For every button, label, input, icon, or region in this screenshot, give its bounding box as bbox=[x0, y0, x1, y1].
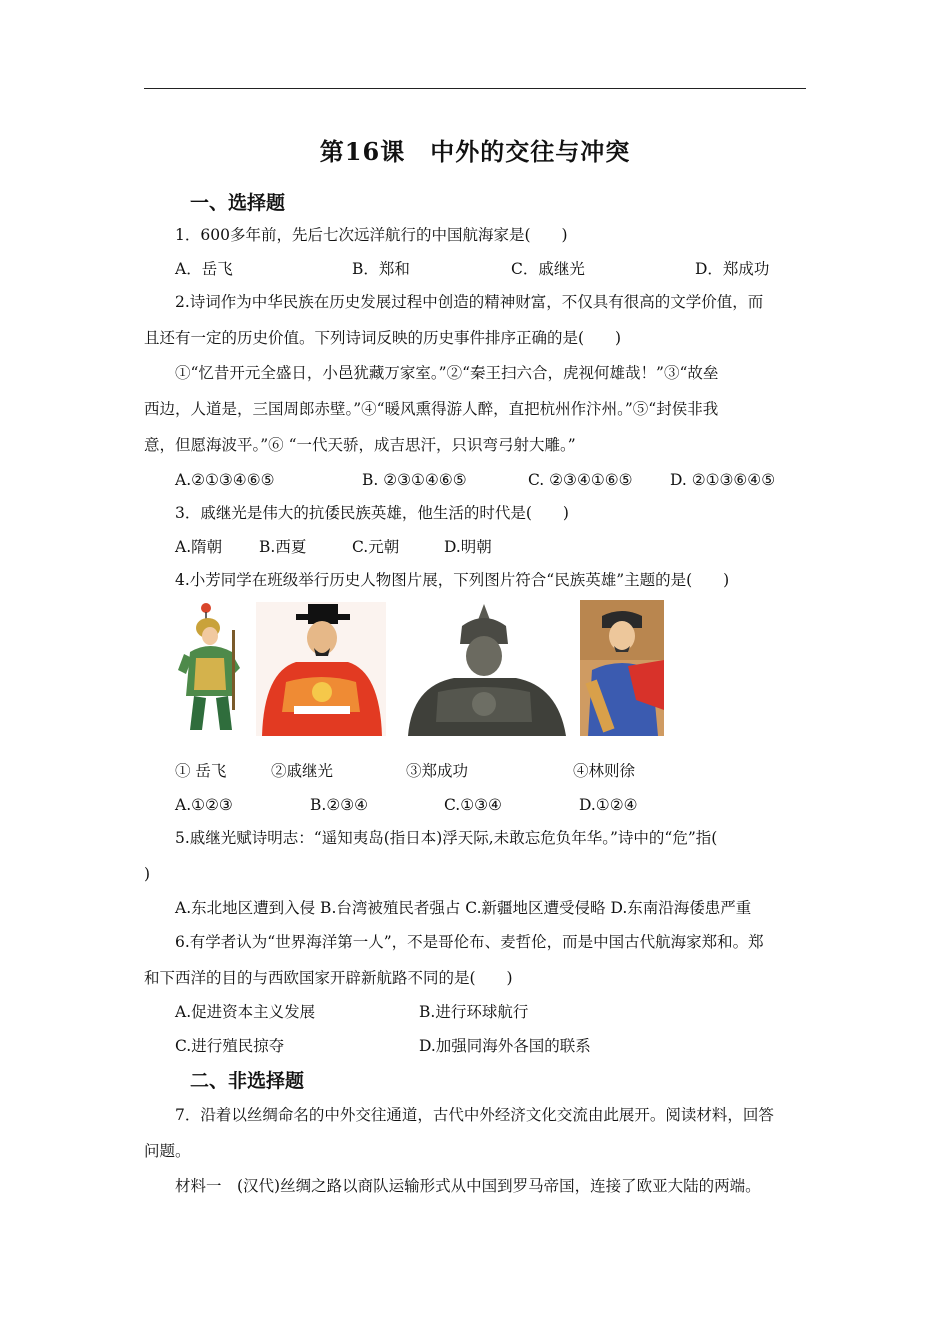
q6-line2: 和下西洋的目的与西欧国家开辟新航路不同的是( ) bbox=[144, 969, 513, 987]
q4-label-4: ④林则徐 bbox=[573, 762, 636, 780]
q3-option-d: D.明朝 bbox=[444, 538, 492, 556]
q3-option-c: C.元朝 bbox=[352, 538, 400, 556]
q2-option-c: C. ②③④①⑥⑤ bbox=[528, 471, 633, 489]
q4-label-1: ① 岳飞 bbox=[175, 762, 227, 780]
q4-label-3: ③郑成功 bbox=[406, 762, 469, 780]
q1-stem: 1．600多年前，先后七次远洋航行的中国航海家是( ) bbox=[175, 226, 568, 244]
q4-label-2: ②戚继光 bbox=[271, 762, 334, 780]
q3-option-b: B.西夏 bbox=[259, 538, 307, 556]
q2-option-d: D. ②①③⑥④⑤ bbox=[670, 471, 776, 489]
q4-stem: 4.小芳同学在班级举行历史人物图片展，下列图片符合“民族英雄”主题的是( ) bbox=[175, 571, 730, 589]
q1-option-b: B．郑和 bbox=[352, 260, 410, 278]
q6-option-d: D.加强同海外各国的联系 bbox=[419, 1037, 591, 1055]
q2-line5: 意，但愿海波平。”⑥ “一代天骄，成吉思汗，只识弯弓射大雕。” bbox=[144, 436, 576, 454]
q2-option-b: B. ②③①④⑥⑤ bbox=[362, 471, 467, 489]
q1-option-a: A．岳飞 bbox=[175, 260, 233, 278]
q6-option-a: A.促进资本主义发展 bbox=[175, 1003, 316, 1021]
yue-fei-figure-image bbox=[176, 600, 246, 736]
q2-line3: ①“忆昔开元全盛日，小邑犹藏万家室。”②“秦王扫六合，虎视何雄哉！”③“故垒 bbox=[175, 364, 719, 382]
section-choice-heading: 一、选择题 bbox=[190, 192, 286, 214]
q3-stem: 3．戚继光是伟大的抗倭民族英雄，他生活的时代是( ) bbox=[175, 504, 569, 522]
q5-line2: ) bbox=[144, 865, 151, 883]
q2-line4: 西边，人道是，三国周郎赤壁。”④“暖风熏得游人醉，直把杭州作汴州。”⑤“封侯非我 bbox=[144, 400, 719, 418]
q2-option-a: A.②①③④⑥⑤ bbox=[175, 471, 275, 489]
zheng-chenggong-statue-image bbox=[398, 600, 571, 736]
q7-line1: 7．沿着以丝绸命名的中外交往通道，古代中外经济文化交流由此展开。阅读材料，回答 bbox=[175, 1106, 774, 1124]
q3-option-a: A.隋朝 bbox=[175, 538, 223, 556]
q5-options: A.东北地区遭到入侵 B.台湾被殖民者强占 C.新疆地区遭受侵略 D.东南沿海倭患严重 bbox=[175, 899, 752, 917]
q4-option-d: D.①②④ bbox=[579, 796, 638, 814]
q4-option-b: B.②③④ bbox=[310, 796, 369, 814]
q1-option-c: C．戚继光 bbox=[511, 260, 585, 278]
q6-option-c: C.进行殖民掠夺 bbox=[175, 1037, 285, 1055]
q2-line2: 且还有一定的历史价值。下列诗词反映的历史事件排序正确的是( ) bbox=[144, 329, 622, 347]
header-rule bbox=[144, 88, 806, 89]
lin-zexu-portrait-image bbox=[580, 600, 664, 736]
q4-option-a: A.①②③ bbox=[175, 796, 233, 814]
q2-line1: 2.诗词作为中华民族在历史发展过程中创造的精神财富，不仅具有很高的文学价值，而 bbox=[175, 293, 764, 311]
q7-line2: 问题。 bbox=[144, 1142, 191, 1160]
q6-line1: 6.有学者认为“世界海洋第一人”，不是哥伦布、麦哲伦，而是中国古代航海家郑和。郑 bbox=[175, 933, 764, 951]
q6-option-b: B.进行环球航行 bbox=[419, 1003, 529, 1021]
q4-option-c: C.①③④ bbox=[444, 796, 502, 814]
q5-line1: 5.戚继光赋诗明志：“遥知夷岛(指日本)浮天际,未敢忘危负年华。”诗中的“危”指( bbox=[175, 829, 718, 847]
qi-jiguang-portrait-image bbox=[256, 602, 386, 736]
q7-material-1: 材料一 (汉代)丝绸之路以商队运输形式从中国到罗马帝国，连接了欧亚大陆的两端。 bbox=[175, 1177, 761, 1195]
q1-option-d: D．郑成功 bbox=[695, 260, 770, 278]
lesson-title: 第16课 中外的交往与冲突 bbox=[319, 137, 631, 166]
section-nonchoice-heading: 二、非选择题 bbox=[190, 1070, 305, 1092]
